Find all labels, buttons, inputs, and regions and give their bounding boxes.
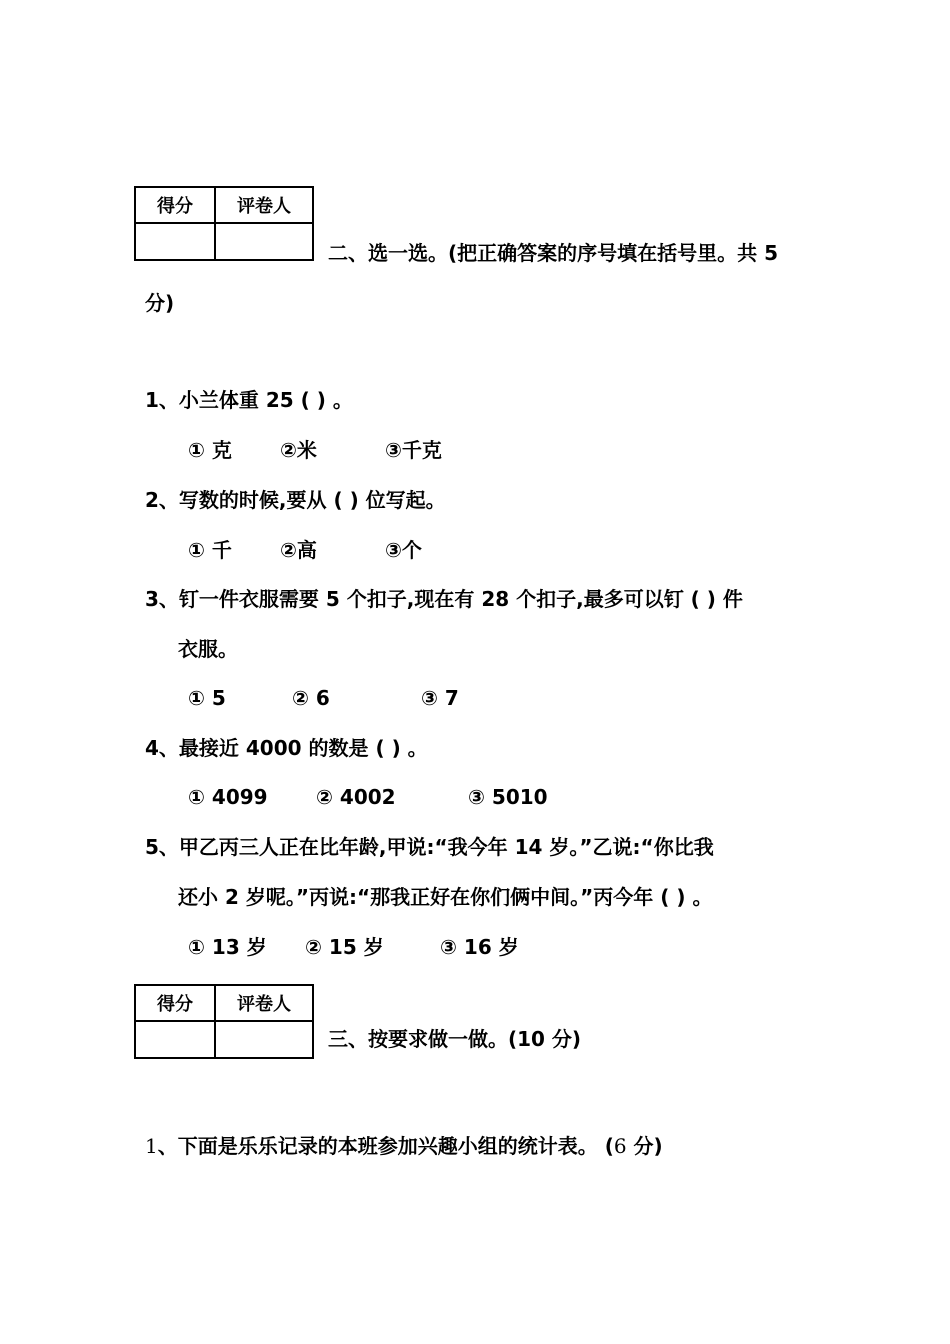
score-cell[interactable] [135, 223, 215, 260]
question-1-option-a[interactable]: ① 克 [188, 438, 232, 462]
question-3-option-b[interactable]: ② 6 [292, 686, 330, 710]
score-label: 得分 [135, 187, 215, 223]
grader-cell[interactable] [215, 223, 313, 260]
question-3-stem-cont: 衣服。 [178, 637, 238, 661]
grader-label: 评卷人 [215, 985, 313, 1021]
grader-cell[interactable] [215, 1021, 313, 1058]
question-3-stem: 3、钉一件衣服需要 5 个扣子,现在有 28 个扣子,最多可以钉 ( ) 件 [145, 587, 743, 611]
question-2-option-c[interactable]: ③个 [385, 538, 422, 562]
question-text: 、下面是乐乐记录的本班参加兴趣小组的统计表。 ( [157, 1134, 614, 1158]
section2-heading: 二、选一选。(把正确答案的序号填在括号里。共 5 [328, 241, 779, 265]
question-3-option-a[interactable]: ① 5 [188, 686, 226, 710]
question-points: 6 [613, 1134, 627, 1158]
question-points-unit: 分) [626, 1134, 663, 1158]
question-1-option-c[interactable]: ③千克 [385, 438, 442, 462]
question-1-option-b[interactable]: ②米 [280, 438, 317, 462]
grader-label: 评卷人 [215, 187, 313, 223]
question-5-option-b[interactable]: ② 15 岁 [305, 935, 384, 959]
question-2-stem: 2、写数的时候,要从 ( ) 位写起。 [145, 488, 446, 512]
question-2-option-a[interactable]: ① 千 [188, 538, 232, 562]
question-4-option-b[interactable]: ② 4002 [316, 785, 396, 809]
question-number: 1 [145, 1134, 158, 1158]
score-label: 得分 [135, 985, 215, 1021]
section3-question-1 [145, 1136, 663, 1156]
question-5-option-a[interactable]: ① 13 岁 [188, 935, 267, 959]
score-box [134, 186, 314, 261]
score-cell[interactable] [135, 1021, 215, 1058]
question-2-option-b[interactable]: ②高 [280, 538, 317, 562]
question-5-stem-cont: 还小 2 岁呢。”丙说:“那我正好在你们俩中间。”丙今年 ( ) 。 [178, 885, 713, 909]
section2-heading-cont: 分) [145, 291, 175, 315]
section3-heading: 三、按要求做一做。(10 分) [328, 1027, 582, 1051]
question-4-option-c[interactable]: ③ 5010 [468, 785, 548, 809]
question-1-stem: 1、小兰体重 25 ( ) 。 [145, 388, 353, 412]
question-3-option-c[interactable]: ③ 7 [421, 686, 459, 710]
question-4-stem: 4、最接近 4000 的数是 ( ) 。 [145, 736, 428, 760]
question-5-option-c[interactable]: ③ 16 岁 [440, 935, 519, 959]
question-5-stem: 5、甲乙丙三人正在比年龄,甲说:“我今年 14 岁。”乙说:“你比我 [145, 835, 714, 859]
score-box [134, 984, 314, 1059]
question-4-option-a[interactable]: ① 4099 [188, 785, 268, 809]
